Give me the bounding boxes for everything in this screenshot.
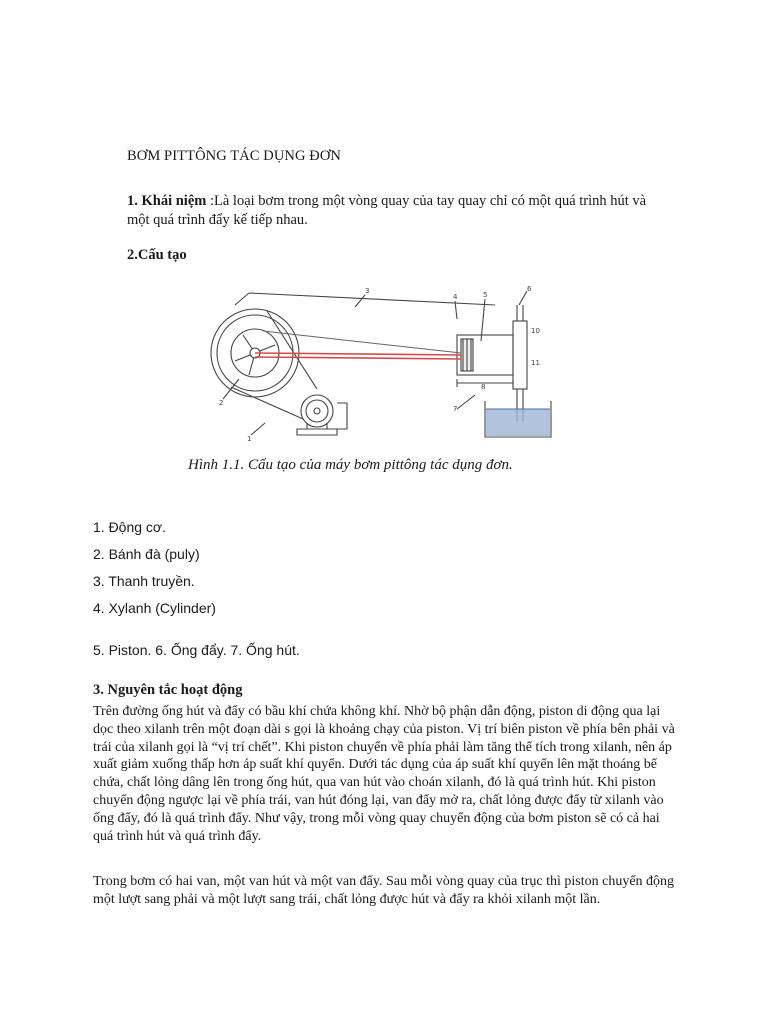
label-5: 5 [483, 291, 488, 299]
belt [231, 311, 317, 419]
definition-heading: 1. Khái niệm [127, 193, 207, 209]
part-item: 5. Piston. 6. Ống đẩy. 7. Ống hút. [93, 642, 300, 658]
label-6: 6 [527, 285, 532, 293]
label-3: 3 [365, 287, 370, 295]
label-4: 4 [453, 293, 458, 301]
part-item: 4. Xylanh (Cylinder) [93, 600, 216, 616]
label-2: 2 [219, 399, 224, 407]
operation-paragraph-1: Trên đường ống hút và đẩy có bầu khí chứa không khí. Nhờ bộ phận dẫn động, piston di động qua lại dọc theo xilanh trên một đoạn dài s gọi là khoảng chạy của piston. Vị trí biên piston về phía bên phải và trái của xilanh gọi là “vị trí chết”. Khi piston chuyển về phía phải làm tăng thể tích trong xilanh, nên áp xuất giảm xuống thấp hơn áp suất khí quyển. Dưới tác dụng của áp suất khí quyển lên mặt thoáng bể chứa, chất lỏng dâng lên trong ống hút, qua van hút vào choán xilanh, đó là quá trình hút. Khi piston chuyển động ngược lại về phía trái, van hút đóng lại, van đẩy mở ra, chất lỏng được đẩy từ xilanh vào ống đẩy, đó là quá trình đẩy. Như vậy, trong mỗi vòng quay chuyển động của bơm piston sẽ có cả hai quá trình hút và quá trình đẩy. [93, 704, 675, 844]
motor-base [297, 423, 337, 435]
document-title: BƠM PITTÔNG TÁC DỤNG ĐƠN [127, 148, 341, 164]
label-8: 8 [481, 383, 486, 391]
discharge-pipe [517, 291, 527, 321]
figure-caption: Hình 1.1. Cấu tạo của máy bơm pittông tác dụng đơn. [188, 457, 513, 473]
definition-paragraph [127, 192, 667, 230]
part-item: 2. Bánh đà (puly) [93, 546, 200, 562]
valve-block [513, 321, 527, 389]
label-1: 1 [247, 435, 252, 443]
part-item: 3. Thanh truyền. [93, 573, 195, 589]
pump-diagram [205, 283, 565, 443]
part-item: 1. Động cơ. [93, 519, 166, 535]
structure-heading: 2.Cấu tạo [127, 247, 187, 263]
label-10: 10 [531, 327, 540, 335]
definition-text: :Là loại bơm trong một vòng quay của tay quay chỉ có một quá trình hút và một quá trình đẩy kế tiếp nhau. [127, 193, 647, 228]
label-7: 7 [453, 405, 458, 413]
operation-heading: 3. Nguyên tắc hoạt động [93, 682, 243, 698]
label-11: 11 [531, 359, 540, 367]
operation-paragraph-2: Trong bơm có hai van, một van hút và một van đẩy. Sau mỗi vòng quay của trục thì piston chuyển động một lượt sang phải và một lượt sang trái, chất lỏng được hút và đẩy ra khỏi xilanh một lần. [93, 874, 675, 907]
connecting-rod [255, 353, 461, 359]
water [486, 409, 550, 436]
